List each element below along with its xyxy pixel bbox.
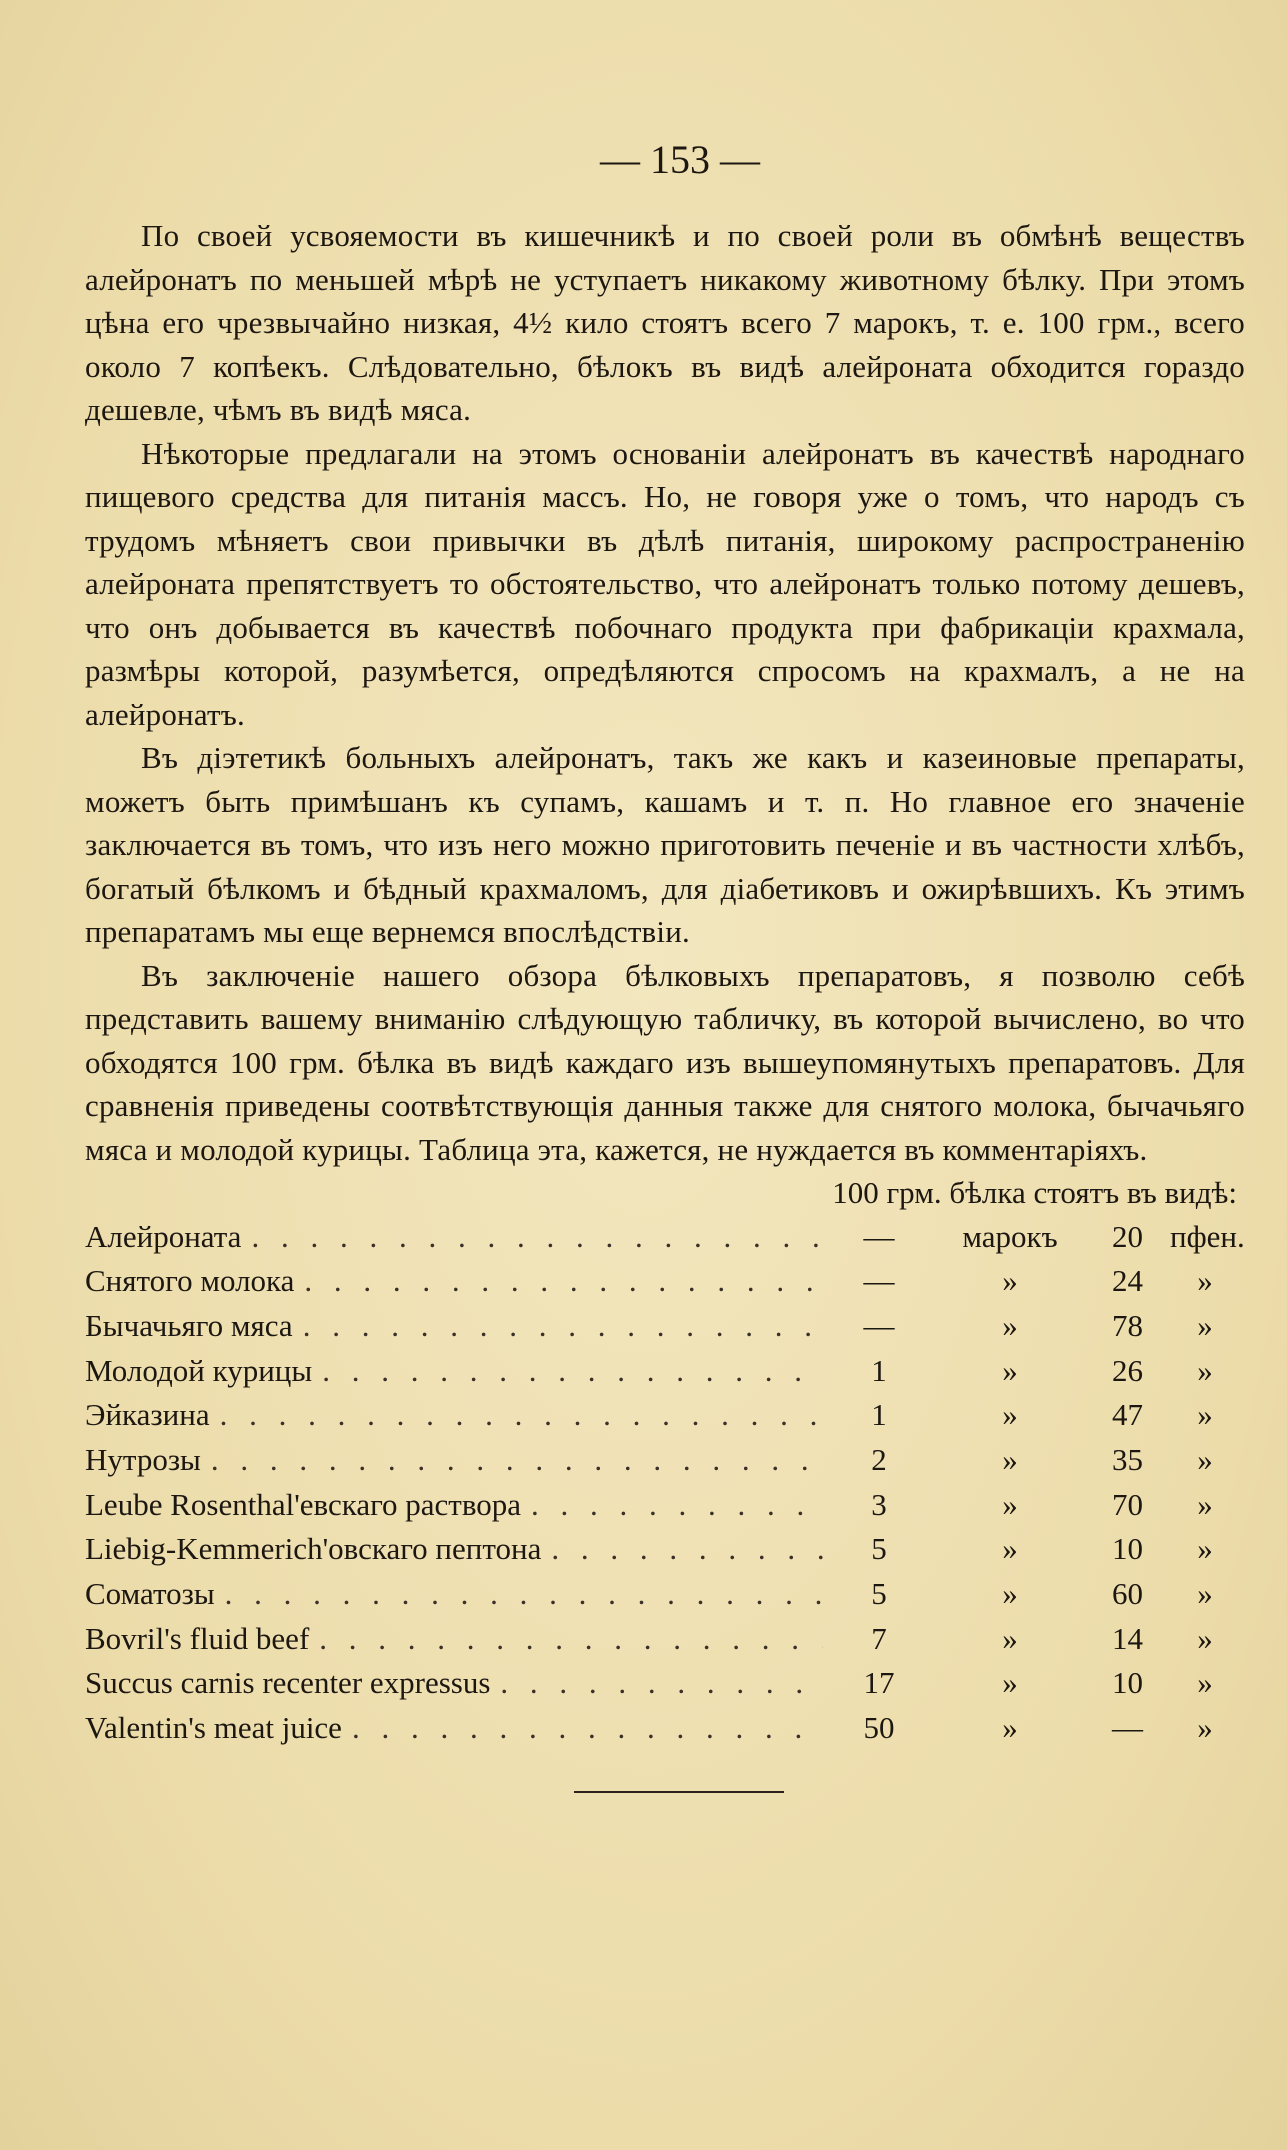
- row-unit-pfennig: »: [1197, 1531, 1213, 1567]
- row-marks: 5: [871, 1576, 887, 1611]
- row-marks: 3: [871, 1486, 887, 1522]
- paragraph-4: Въ заключеніе нашего обзора бѣлковыхъ препаратовъ, я позволю себѣ представить вашему вниманію слѣдующую табличку, въ которой вычислено, во что обходятся 100 грм. бѣлка въ видѣ каждаго изъ вышеупомянутыхъ препаратовъ. Для сравненія приведены соотвѣтствующія данныя также для снятого молока, бычачьяго мяса и молодой курицы. Таблица эта, кажется, не нуждается въ комментаріяхъ.: [85, 957, 1245, 1167]
- row-unit-marks: »: [1002, 1576, 1018, 1611]
- leader-dots: [342, 1706, 823, 1751]
- table-caption: 100 грм. бѣлка стоятъ въ видѣ:: [832, 1175, 1237, 1210]
- row-unit-marks: »: [1002, 1307, 1018, 1343]
- row-marks: —: [863, 1307, 895, 1343]
- row-pfennig: 47: [1112, 1397, 1143, 1433]
- row-unit-pfennig: »: [1197, 1620, 1213, 1656]
- table-row: [85, 1572, 1245, 1617]
- leader-dots: [201, 1438, 823, 1483]
- row-unit-pfennig: »: [1197, 1397, 1213, 1433]
- row-pfennig: —: [1112, 1710, 1143, 1746]
- row-name: Алейроната: [85, 1218, 242, 1254]
- price-table: [85, 1215, 1245, 1751]
- row-unit-marks: »: [1002, 1620, 1018, 1656]
- table-row: [85, 1393, 1245, 1438]
- row-unit-pfennig: »: [1197, 1441, 1213, 1477]
- row-name: Бычачьяго мяса: [85, 1307, 293, 1343]
- paragraph-2: Нѣкоторые предлагали на этомъ основаніи алейронатъ въ качествѣ народнаго пищевого средства для питанія массъ. Но, не говоря уже о томъ, что народъ съ трудомъ мѣняетъ свои привычки въ дѣлѣ питанія, широкому распространенію алейроната препятствуетъ то обстоятельство, что алейронатъ только потому дешевъ, что онъ добывается въ качествѣ побочнаго продукта при фабрикаціи крахмала, размѣры которой, разумѣется, опредѣляются спросомъ на крахмалъ, а не на алейронатъ.: [85, 435, 1245, 732]
- leader-dots: [312, 1349, 823, 1394]
- page-number: — 153 —: [600, 137, 760, 182]
- row-pfennig: 35: [1112, 1441, 1143, 1477]
- row-marks: —: [863, 1218, 895, 1254]
- leader-dots: [293, 1304, 823, 1349]
- row-unit-marks: »: [1002, 1397, 1018, 1433]
- table-row: [85, 1215, 1245, 1260]
- row-name: Соматозы: [85, 1576, 215, 1611]
- row-unit-pfennig: »: [1197, 1352, 1213, 1388]
- leader-dots: [521, 1483, 823, 1528]
- row-unit-marks: »: [1002, 1352, 1018, 1388]
- table-row: [85, 1259, 1245, 1304]
- row-unit-pfennig: »: [1197, 1576, 1213, 1611]
- row-pfennig: 70: [1112, 1486, 1143, 1522]
- row-name: Молодой курицы: [85, 1352, 313, 1388]
- paragraph-3: Въ діэтетикѣ больныхъ алейронатъ, такъ же какъ и казеиновые препараты, можетъ быть примѣшанъ къ супамъ, кашамъ и т. п. Но главное его значеніе заключается въ томъ, что изъ него можно приготовить печеніе и въ частности хлѣбъ, богатый бѣлкомъ и бѣдный крахмаломъ, для діабетиковъ и ожирѣвшихъ. Къ этимъ препаратамъ мы еще вернемся впослѣдствіи.: [85, 740, 1245, 949]
- row-marks: 7: [871, 1620, 887, 1656]
- end-rule: [574, 1791, 784, 1793]
- leader-dots: [241, 1215, 823, 1260]
- leader-dots: [541, 1527, 823, 1572]
- row-unit-marks: »: [1002, 1486, 1018, 1522]
- leader-dots: [309, 1617, 823, 1662]
- row-marks: 17: [863, 1665, 895, 1701]
- table-row: [85, 1304, 1245, 1349]
- table-row: [85, 1438, 1245, 1483]
- table-row: [85, 1661, 1245, 1706]
- row-unit-marks: »: [1002, 1710, 1018, 1746]
- row-unit-marks: »: [1002, 1441, 1018, 1477]
- table-row: [85, 1706, 1245, 1751]
- row-name: Снятого молока: [85, 1263, 295, 1299]
- row-unit-marks: »: [1002, 1263, 1018, 1299]
- row-pfennig: 78: [1112, 1307, 1143, 1343]
- row-pfennig: 60: [1112, 1576, 1143, 1611]
- row-unit-marks: »: [1002, 1531, 1018, 1567]
- paragraph-1: По своей усвояемости въ кишечникѣ и по своей роли въ обмѣнѣ веществъ алейронатъ по меньшей мѣрѣ не уступаетъ никакому животному бѣлку. При этомъ цѣна его чрезвычайно низкая, 4½ кило стоятъ всего 7 марокъ, т. е. 100 грм., всего около 7 копѣекъ. Слѣдовательно, бѣлокъ въ видѣ алейроната обходится гораздо дешевле, чѣмъ въ видѣ мяса.: [85, 218, 1245, 427]
- table-row: [85, 1617, 1245, 1662]
- row-name: Leube Rosenthal'евскаго раствора: [85, 1486, 522, 1522]
- row-marks: 1: [871, 1352, 887, 1388]
- row-pfennig: 20: [1112, 1218, 1143, 1254]
- leader-dots: [294, 1259, 823, 1304]
- row-unit-pfennig: »: [1197, 1665, 1213, 1701]
- row-marks: 1: [871, 1397, 887, 1433]
- row-unit-pfennig: »: [1197, 1710, 1213, 1746]
- row-name: Liebig-Kemmerich'овскаго пептона: [85, 1531, 542, 1567]
- row-pfennig: 26: [1112, 1352, 1143, 1388]
- table-row: [85, 1483, 1245, 1528]
- row-unit-marks: марокъ: [962, 1218, 1058, 1254]
- row-marks: 50: [863, 1710, 895, 1746]
- row-marks: —: [863, 1263, 895, 1299]
- table-row: [85, 1349, 1245, 1394]
- row-name: Нутрозы: [85, 1441, 201, 1477]
- row-pfennig: 10: [1112, 1531, 1143, 1567]
- row-pfennig: 14: [1112, 1620, 1143, 1656]
- row-pfennig: 24: [1112, 1263, 1143, 1299]
- row-name: Succus carnis recenter expressus: [85, 1665, 491, 1701]
- table-row: [85, 1527, 1245, 1572]
- leader-dots: [490, 1661, 823, 1706]
- row-name: Bovril's fluid beef: [85, 1620, 310, 1656]
- row-name: Valentin's meat juice: [85, 1710, 342, 1746]
- leader-dots: [210, 1393, 823, 1438]
- row-name: Эйказина: [85, 1397, 210, 1433]
- row-unit-pfennig: пфен.: [1170, 1218, 1245, 1254]
- row-marks: 5: [871, 1531, 887, 1567]
- row-unit-pfennig: »: [1197, 1486, 1213, 1522]
- row-unit-marks: »: [1002, 1665, 1018, 1701]
- row-unit-pfennig: »: [1197, 1263, 1213, 1299]
- leader-dots: [215, 1572, 823, 1617]
- row-marks: 2: [871, 1441, 887, 1477]
- row-unit-pfennig: »: [1197, 1307, 1213, 1343]
- row-pfennig: 10: [1112, 1665, 1143, 1701]
